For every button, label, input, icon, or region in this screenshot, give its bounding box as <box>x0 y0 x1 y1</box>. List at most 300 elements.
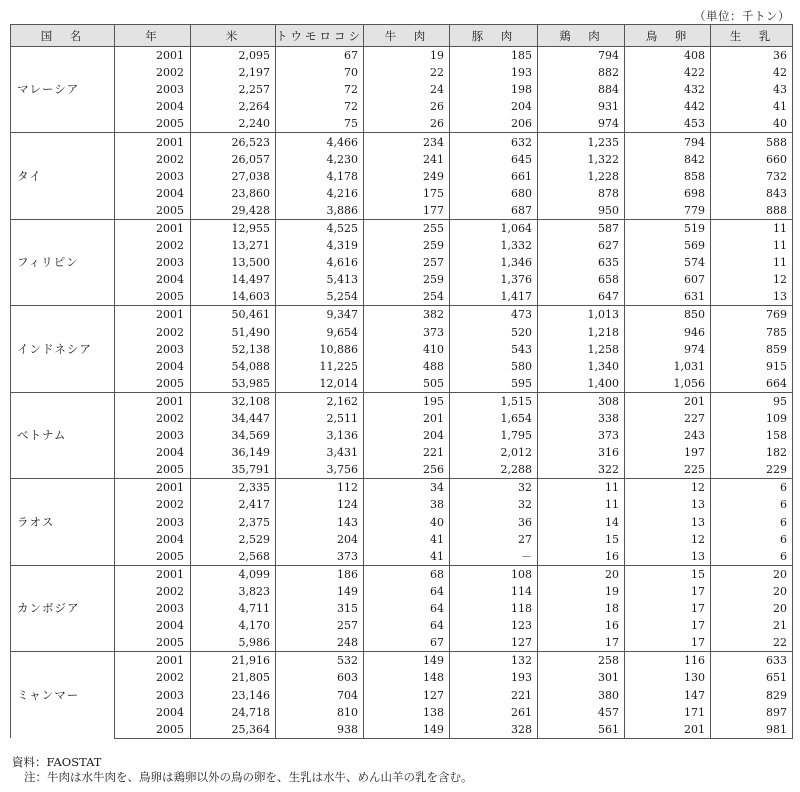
value-cell: 36 <box>450 514 538 531</box>
value-cell: 254 <box>364 288 450 306</box>
value-cell: 26,057 <box>191 151 276 168</box>
value-cell: 3,823 <box>191 583 276 600</box>
year-cell: 2002 <box>115 324 191 341</box>
value-cell: 255 <box>364 219 450 237</box>
table-row <box>11 288 793 306</box>
value-cell: 40 <box>711 115 793 133</box>
value-cell: 127 <box>364 686 450 703</box>
value-cell: 1,417 <box>450 288 538 306</box>
table-row <box>11 324 793 341</box>
value-cell: 257 <box>364 254 450 271</box>
value-cell: 1,515 <box>450 392 538 410</box>
table-row <box>11 358 793 375</box>
table-row <box>11 444 793 461</box>
table-body <box>11 47 793 739</box>
header-rice: 米 <box>191 25 276 47</box>
value-cell: 12 <box>625 479 711 497</box>
value-cell: 664 <box>711 375 793 393</box>
value-cell: 3,756 <box>276 461 364 479</box>
value-cell: 3,886 <box>276 202 364 220</box>
value-cell: 27,038 <box>191 168 276 185</box>
value-cell: 204 <box>450 98 538 115</box>
year-cell: 2004 <box>115 531 191 548</box>
value-cell: 3,431 <box>276 444 364 461</box>
year-cell: 2001 <box>115 219 191 237</box>
country-name: ラオス <box>11 479 115 565</box>
value-cell: 132 <box>450 652 538 670</box>
value-cell: 915 <box>711 358 793 375</box>
value-cell: 595 <box>450 375 538 393</box>
value-cell: 127 <box>450 634 538 652</box>
value-cell: 3,136 <box>276 427 364 444</box>
year-cell: 2005 <box>115 115 191 133</box>
value-cell: 2,257 <box>191 81 276 98</box>
year-cell: 2003 <box>115 81 191 98</box>
country-name: フィリピン <box>11 219 115 305</box>
value-cell: 257 <box>276 617 364 634</box>
value-cell: 261 <box>450 704 538 721</box>
value-cell: 1,654 <box>450 410 538 427</box>
value-cell: 11 <box>711 254 793 271</box>
value-cell: 519 <box>625 219 711 237</box>
value-cell: 5,413 <box>276 271 364 288</box>
value-cell: 897 <box>711 704 793 721</box>
value-cell: 26 <box>364 98 450 115</box>
value-cell: 67 <box>276 47 364 65</box>
value-cell: 1,795 <box>450 427 538 444</box>
year-cell: 2005 <box>115 721 191 739</box>
value-cell: 810 <box>276 704 364 721</box>
year-cell: 2001 <box>115 392 191 410</box>
value-cell: 950 <box>538 202 625 220</box>
value-cell: 457 <box>538 704 625 721</box>
value-cell: 68 <box>364 565 450 583</box>
value-cell: 41 <box>364 548 450 566</box>
value-cell: 569 <box>625 237 711 254</box>
value-cell: 2,162 <box>276 392 364 410</box>
value-cell: 11 <box>538 496 625 513</box>
value-cell: 29,428 <box>191 202 276 220</box>
value-cell: 42 <box>711 64 793 81</box>
value-cell: 16 <box>538 548 625 566</box>
value-cell: 2,568 <box>191 548 276 566</box>
value-cell: 4,319 <box>276 237 364 254</box>
value-cell: 34,569 <box>191 427 276 444</box>
value-cell: 32,108 <box>191 392 276 410</box>
value-cell: 382 <box>364 306 450 324</box>
value-cell: 698 <box>625 185 711 202</box>
value-cell: 201 <box>364 410 450 427</box>
year-cell: 2005 <box>115 548 191 566</box>
value-cell: 308 <box>538 392 625 410</box>
value-cell: 338 <box>538 410 625 427</box>
value-cell: 241 <box>364 151 450 168</box>
value-cell: 54,088 <box>191 358 276 375</box>
value-cell: 25,364 <box>191 721 276 739</box>
year-cell: 2002 <box>115 496 191 513</box>
header-year: 年 <box>115 25 191 47</box>
value-cell: 974 <box>625 341 711 358</box>
value-cell: 258 <box>538 652 625 670</box>
value-cell: 21,805 <box>191 669 276 686</box>
value-cell: 53,985 <box>191 375 276 393</box>
value-cell: 6 <box>711 548 793 566</box>
table-row <box>11 64 793 81</box>
value-cell: 6 <box>711 479 793 497</box>
value-cell: 328 <box>450 721 538 739</box>
value-cell: 52,138 <box>191 341 276 358</box>
value-cell: 108 <box>450 565 538 583</box>
value-cell: 40 <box>364 514 450 531</box>
table-row <box>11 151 793 168</box>
value-cell: 373 <box>538 427 625 444</box>
value-cell: 687 <box>450 202 538 220</box>
value-cell: 198 <box>450 81 538 98</box>
value-cell: 408 <box>625 47 711 65</box>
value-cell: 17 <box>538 634 625 652</box>
value-cell: 225 <box>625 461 711 479</box>
value-cell: 1,346 <box>450 254 538 271</box>
value-cell: 17 <box>625 634 711 652</box>
value-cell: 23,146 <box>191 686 276 703</box>
value-cell: 315 <box>276 600 364 617</box>
value-cell: 1,376 <box>450 271 538 288</box>
value-cell: 123 <box>450 617 538 634</box>
value-cell: 1,258 <box>538 341 625 358</box>
value-cell: 13 <box>711 288 793 306</box>
header-beef: 牛 肉 <box>364 25 450 47</box>
value-cell: 13 <box>625 514 711 531</box>
value-cell: 373 <box>276 548 364 566</box>
value-cell: 64 <box>364 617 450 634</box>
header-country: 国 名 <box>11 25 115 47</box>
value-cell: 888 <box>711 202 793 220</box>
header-pork: 豚 肉 <box>450 25 538 47</box>
value-cell: 627 <box>538 237 625 254</box>
value-cell: 661 <box>450 168 538 185</box>
source-note <box>12 755 473 785</box>
table-row <box>11 721 793 739</box>
value-cell: 50,461 <box>191 306 276 324</box>
year-cell: 2004 <box>115 704 191 721</box>
value-cell: 520 <box>450 324 538 341</box>
value-cell: 26,523 <box>191 133 276 151</box>
table-row <box>11 548 793 566</box>
value-cell: 6 <box>711 531 793 548</box>
value-cell: 36 <box>711 47 793 65</box>
value-cell: 2,335 <box>191 479 276 497</box>
year-cell: 2003 <box>115 427 191 444</box>
value-cell: 878 <box>538 185 625 202</box>
value-cell: 21 <box>711 617 793 634</box>
value-cell: 1,218 <box>538 324 625 341</box>
year-cell: 2005 <box>115 375 191 393</box>
value-cell: 1,056 <box>625 375 711 393</box>
year-cell: 2001 <box>115 133 191 151</box>
value-cell: 70 <box>276 64 364 81</box>
value-cell: 124 <box>276 496 364 513</box>
value-cell: 18 <box>538 600 625 617</box>
table-row <box>11 600 793 617</box>
table-row <box>11 133 793 151</box>
table-row <box>11 410 793 427</box>
value-cell: 22 <box>711 634 793 652</box>
value-cell: 27 <box>450 531 538 548</box>
value-cell: 794 <box>625 133 711 151</box>
value-cell: 22 <box>364 64 450 81</box>
value-cell: 422 <box>625 64 711 81</box>
table-row <box>11 427 793 444</box>
value-cell: 505 <box>364 375 450 393</box>
value-cell: 221 <box>364 444 450 461</box>
value-cell: 580 <box>450 358 538 375</box>
value-cell: 118 <box>450 600 538 617</box>
year-cell: 2001 <box>115 306 191 324</box>
table-row <box>11 271 793 288</box>
value-cell: 138 <box>364 704 450 721</box>
value-cell: 4,099 <box>191 565 276 583</box>
value-cell: 2,529 <box>191 531 276 548</box>
table-row <box>11 565 793 583</box>
year-cell: 2005 <box>115 288 191 306</box>
year-cell: 2001 <box>115 652 191 670</box>
value-cell: 201 <box>625 392 711 410</box>
value-cell: 410 <box>364 341 450 358</box>
value-cell: 158 <box>711 427 793 444</box>
value-cell: 21,916 <box>191 652 276 670</box>
value-cell: 13 <box>625 496 711 513</box>
country-name: インドネシア <box>11 306 115 392</box>
value-cell: 15 <box>538 531 625 548</box>
value-cell: 432 <box>625 81 711 98</box>
value-cell: 64 <box>364 600 450 617</box>
value-cell: 785 <box>711 324 793 341</box>
value-cell: 1,322 <box>538 151 625 168</box>
value-cell: 1,332 <box>450 237 538 254</box>
year-cell: 2004 <box>115 271 191 288</box>
table-row <box>11 617 793 634</box>
year-cell: 2004 <box>115 617 191 634</box>
value-cell: 75 <box>276 115 364 133</box>
value-cell: 1,228 <box>538 168 625 185</box>
value-cell: 4,466 <box>276 133 364 151</box>
header-milk: 生 乳 <box>711 25 793 47</box>
value-cell: 32 <box>450 479 538 497</box>
value-cell: 2,511 <box>276 410 364 427</box>
value-cell: 35,791 <box>191 461 276 479</box>
value-cell: 36,149 <box>191 444 276 461</box>
value-cell: 12 <box>711 271 793 288</box>
value-cell: 206 <box>450 115 538 133</box>
value-cell: 884 <box>538 81 625 98</box>
year-cell: 2002 <box>115 237 191 254</box>
value-cell: 587 <box>538 219 625 237</box>
year-cell: 2003 <box>115 686 191 703</box>
value-cell: 473 <box>450 306 538 324</box>
value-cell: 442 <box>625 98 711 115</box>
value-cell: 931 <box>538 98 625 115</box>
value-cell: 9,347 <box>276 306 364 324</box>
value-cell: 2,240 <box>191 115 276 133</box>
table-row <box>11 392 793 410</box>
table-row <box>11 341 793 358</box>
unit-label: （単位：千トン） <box>694 9 790 23</box>
table-row <box>11 514 793 531</box>
year-cell: 2002 <box>115 583 191 600</box>
year-cell: 2005 <box>115 202 191 220</box>
value-cell: 1,064 <box>450 219 538 237</box>
year-cell: 2003 <box>115 168 191 185</box>
year-cell: 2002 <box>115 64 191 81</box>
value-cell: 11 <box>538 479 625 497</box>
header-chicken: 鶏 肉 <box>538 25 625 47</box>
value-cell: 32 <box>450 496 538 513</box>
value-cell: 2,264 <box>191 98 276 115</box>
value-cell: 23,860 <box>191 185 276 202</box>
value-cell: 19 <box>364 47 450 65</box>
value-cell: 651 <box>711 669 793 686</box>
value-cell: 850 <box>625 306 711 324</box>
value-cell: 11 <box>711 219 793 237</box>
year-cell: 2003 <box>115 514 191 531</box>
year-cell: 2001 <box>115 479 191 497</box>
value-cell: 488 <box>364 358 450 375</box>
year-cell: 2002 <box>115 151 191 168</box>
table-row <box>11 531 793 548</box>
value-cell: 72 <box>276 98 364 115</box>
value-cell: 109 <box>711 410 793 427</box>
value-cell: 4,711 <box>191 600 276 617</box>
value-cell: 12,955 <box>191 219 276 237</box>
value-cell: 732 <box>711 168 793 185</box>
value-cell: 17 <box>625 583 711 600</box>
value-cell: 175 <box>364 185 450 202</box>
value-cell: 13 <box>625 548 711 566</box>
value-cell: 17 <box>625 617 711 634</box>
value-cell: 95 <box>711 392 793 410</box>
value-cell: 34 <box>364 479 450 497</box>
value-cell: 882 <box>538 64 625 81</box>
value-cell: 794 <box>538 47 625 65</box>
table-row <box>11 47 793 65</box>
value-cell: 647 <box>538 288 625 306</box>
value-cell: 11 <box>711 237 793 254</box>
country-name: ミャンマー <box>11 652 115 738</box>
value-cell: 633 <box>711 652 793 670</box>
value-cell: 13,271 <box>191 237 276 254</box>
value-cell: 5,254 <box>276 288 364 306</box>
country-name: カンボジア <box>11 565 115 651</box>
value-cell: 13,500 <box>191 254 276 271</box>
country-name: マレーシア <box>11 47 115 133</box>
table-row <box>11 254 793 271</box>
value-cell: 453 <box>625 115 711 133</box>
value-cell: 201 <box>625 721 711 739</box>
value-cell: 632 <box>450 133 538 151</box>
value-cell: 588 <box>711 133 793 151</box>
year-cell: 2005 <box>115 461 191 479</box>
value-cell: 946 <box>625 324 711 341</box>
value-cell: 981 <box>711 721 793 739</box>
value-cell: 9,654 <box>276 324 364 341</box>
value-cell: 171 <box>625 704 711 721</box>
value-cell: 41 <box>364 531 450 548</box>
value-cell: 2,375 <box>191 514 276 531</box>
value-cell: 2,417 <box>191 496 276 513</box>
value-cell: 234 <box>364 133 450 151</box>
value-cell: 843 <box>711 185 793 202</box>
value-cell: 227 <box>625 410 711 427</box>
value-cell: 20 <box>538 565 625 583</box>
table-row <box>11 115 793 133</box>
value-cell: 193 <box>450 669 538 686</box>
header-row <box>11 25 793 47</box>
value-cell: 1,400 <box>538 375 625 393</box>
value-cell: 603 <box>276 669 364 686</box>
year-cell: 2001 <box>115 47 191 65</box>
value-cell: 704 <box>276 686 364 703</box>
value-cell: 143 <box>276 514 364 531</box>
value-cell: 2,288 <box>450 461 538 479</box>
value-cell: 631 <box>625 288 711 306</box>
value-cell: 14,603 <box>191 288 276 306</box>
value-cell: 645 <box>450 151 538 168</box>
value-cell: 779 <box>625 202 711 220</box>
year-cell: 2004 <box>115 444 191 461</box>
value-cell: 12,014 <box>276 375 364 393</box>
table-row <box>11 479 793 497</box>
value-cell: 2,197 <box>191 64 276 81</box>
header-eggs: 鳥 卵 <box>625 25 711 47</box>
value-cell: 112 <box>276 479 364 497</box>
value-cell: 243 <box>625 427 711 444</box>
value-cell: 607 <box>625 271 711 288</box>
value-cell: 149 <box>276 583 364 600</box>
table-row <box>11 168 793 185</box>
value-cell: 177 <box>364 202 450 220</box>
value-cell: 4,178 <box>276 168 364 185</box>
value-cell: 301 <box>538 669 625 686</box>
value-cell: 34,447 <box>191 410 276 427</box>
table-row <box>11 652 793 670</box>
value-cell: 532 <box>276 652 364 670</box>
table-row <box>11 686 793 703</box>
value-cell: 938 <box>276 721 364 739</box>
note-text: 注：牛肉は水牛肉を、鳥卵は鶏卵以外の鳥の卵を、生乳は水牛、めん山羊の乳を含む。 <box>24 770 473 784</box>
value-cell: 680 <box>450 185 538 202</box>
value-cell: 10,886 <box>276 341 364 358</box>
value-cell: 14,497 <box>191 271 276 288</box>
value-cell: 148 <box>364 669 450 686</box>
year-cell: 2004 <box>115 358 191 375</box>
value-cell: 38 <box>364 496 450 513</box>
value-cell: 149 <box>364 652 450 670</box>
value-cell: 14 <box>538 514 625 531</box>
value-cell: 4,616 <box>276 254 364 271</box>
value-cell: 4,230 <box>276 151 364 168</box>
year-cell: 2003 <box>115 600 191 617</box>
value-cell: 20 <box>711 583 793 600</box>
year-cell: 2004 <box>115 98 191 115</box>
value-cell: 186 <box>276 565 364 583</box>
header-corn: トウモロコシ <box>276 25 364 47</box>
value-cell: 256 <box>364 461 450 479</box>
value-cell: 316 <box>538 444 625 461</box>
table-row <box>11 704 793 721</box>
value-cell: 26 <box>364 115 450 133</box>
table-row <box>11 496 793 513</box>
value-cell: 6 <box>711 496 793 513</box>
